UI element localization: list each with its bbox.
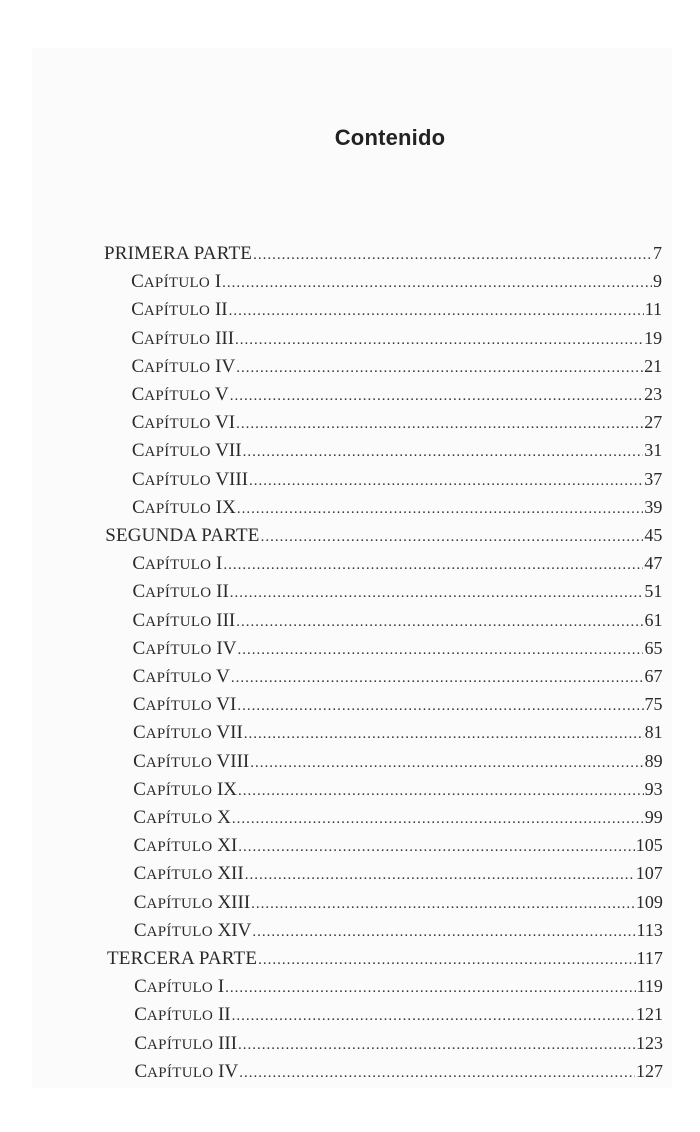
toc-chapter-entry (131, 267, 662, 295)
toc-chapter-entry (133, 775, 662, 803)
toc-chapter-entry (131, 352, 662, 380)
toc-chapter-entry (134, 888, 663, 916)
toc-page-number: 23 (644, 384, 663, 404)
toc-page-number: 51 (644, 581, 663, 602)
toc-chapter-entry (131, 295, 662, 323)
toc-page-number: 113 (636, 919, 663, 940)
toc-entry-label: CAPÍTULO V (132, 666, 230, 687)
toc-chapter-entry (132, 436, 662, 464)
dot-leader (230, 382, 643, 410)
toc-entry-label: CAPÍTULO VIII (131, 468, 249, 490)
toc-chapter-entry (132, 493, 662, 521)
toc-page-number: 119 (636, 976, 663, 997)
toc-page-number: 19 (644, 327, 663, 348)
toc-chapter-entry (132, 408, 662, 436)
dot-leader (236, 608, 643, 636)
dot-leader (251, 890, 635, 918)
toc-chapter-entry (133, 718, 663, 746)
toc-page-number: 121 (635, 1004, 663, 1025)
toc-entry-label: CAPÍTULO XIII (133, 891, 251, 913)
toc-page-number: 45 (644, 525, 663, 545)
dot-leader (232, 1002, 635, 1030)
dot-leader (236, 410, 643, 438)
toc-page-number: 105 (635, 835, 663, 856)
toc-entry-label: CAPÍTULO I (132, 553, 223, 575)
toc-part-entry (104, 239, 662, 267)
toc-chapter-entry (134, 831, 663, 859)
dot-leader (261, 523, 644, 551)
dot-leader (222, 269, 652, 297)
dot-leader (243, 438, 644, 466)
toc-page-number: 117 (636, 948, 663, 968)
dot-leader (225, 974, 635, 1002)
toc-entry-label: CAPÍTULO II (134, 1004, 231, 1026)
toc-page-number: 107 (635, 863, 663, 884)
toc-entry-label: CAPÍTULO VII (133, 722, 243, 744)
page-title: Contenido (334, 125, 446, 150)
toc-page-number: 127 (636, 1060, 664, 1081)
toc-chapter-entry (132, 380, 663, 408)
toc-entry-label: CAPÍTULO IV (132, 637, 237, 659)
dot-leader (258, 946, 635, 974)
dot-leader (237, 692, 643, 720)
toc-entry-label: CAPÍTULO XII (133, 863, 244, 885)
toc-entry-label: CAPÍTULO VI (132, 694, 237, 716)
toc-chapter-entry (134, 1057, 663, 1085)
toc-entry-label: CAPÍTULO VIII (133, 750, 250, 772)
toc-entry-label: CAPÍTULO II (132, 581, 229, 603)
toc-chapter-entry (133, 690, 663, 718)
toc-page-number: 21 (644, 355, 663, 376)
toc-part-entry (105, 521, 662, 549)
dot-leader (244, 720, 644, 748)
toc-chapter-entry (134, 1000, 663, 1028)
toc-page-number: 47 (644, 553, 663, 574)
toc-page-number: 39 (644, 496, 663, 517)
toc-entry-label: CAPÍTULO VII (131, 440, 242, 462)
toc-entry-label: CAPÍTULO I (131, 271, 222, 293)
toc-page-number: 99 (644, 807, 663, 827)
toc-page-number: 123 (636, 1032, 663, 1053)
toc-page-number: 37 (644, 468, 663, 489)
dot-leader (232, 805, 644, 833)
dot-leader (252, 918, 635, 946)
dot-leader (237, 636, 643, 664)
toc-chapter-entry (133, 662, 663, 690)
toc-page-number: 93 (644, 778, 663, 799)
toc-page-number: 109 (635, 891, 663, 912)
toc-chapter-entry (132, 465, 662, 493)
toc-chapter-entry (133, 803, 662, 831)
toc-part-entry (107, 944, 663, 972)
toc-chapter-entry (134, 972, 663, 1000)
dot-leader (231, 664, 644, 692)
toc-chapter-entry (133, 634, 663, 662)
toc-chapter-entry (134, 916, 663, 944)
toc-page-number: 11 (644, 299, 663, 320)
toc-chapter-entry (131, 324, 662, 352)
toc-entry-label: TERCERA PARTE (107, 948, 258, 969)
toc-page-number: 7 (653, 243, 662, 263)
dot-leader (245, 861, 635, 889)
dot-leader (223, 551, 643, 579)
toc-entry-label: CAPÍTULO I (134, 976, 225, 998)
toc-entry-label: CAPÍTULO V (131, 384, 229, 405)
toc-entry-label: CAPÍTULO III (132, 609, 236, 631)
dot-leader (230, 579, 644, 607)
toc-entry-label: CAPÍTULO IV (134, 1060, 239, 1082)
toc-entry-label: CAPÍTULO XI (133, 835, 238, 857)
toc-entry-label: CAPÍTULO III (134, 1032, 238, 1054)
dot-leader (238, 1031, 635, 1059)
toc-entry-label: CAPÍTULO XIV (133, 919, 252, 941)
toc-page-number: 75 (644, 694, 663, 715)
toc-page-number: 89 (644, 750, 663, 771)
toc-entry-label: CAPÍTULO IX (132, 496, 236, 518)
toc-chapter-entry (132, 577, 662, 605)
toc-page-number: 65 (644, 637, 663, 658)
toc-page-number: 81 (644, 722, 663, 743)
toc-entry-label: CAPÍTULO IV (131, 355, 236, 377)
toc-entry-label: CAPÍTULO IX (133, 778, 238, 800)
dot-leader (238, 777, 644, 805)
toc-page-number: 31 (644, 440, 663, 461)
dot-leader (250, 749, 643, 777)
toc-page-number: 9 (653, 271, 663, 292)
toc-entry-label: CAPÍTULO II (131, 299, 228, 321)
toc-page-number: 61 (644, 609, 663, 630)
toc-chapter-entry (133, 747, 662, 775)
toc-chapter-entry (133, 606, 663, 634)
toc-entry-label: PRIMERA PARTE (104, 243, 253, 264)
toc-page-number: 27 (644, 412, 663, 433)
toc-entry-label: CAPÍTULO VI (131, 412, 236, 434)
dot-leader (229, 297, 644, 325)
toc-chapter-entry (134, 1029, 663, 1057)
dot-leader (249, 467, 643, 495)
toc-page-number: 67 (644, 666, 663, 686)
dot-leader (236, 354, 643, 382)
dot-leader (237, 495, 643, 523)
dot-leader (238, 833, 634, 861)
toc-entry-label: SEGUNDA PARTE (105, 525, 260, 546)
dot-leader (253, 241, 652, 269)
dot-leader (235, 326, 643, 354)
dot-leader (239, 1059, 635, 1087)
toc-entry-label: CAPÍTULO X (133, 807, 231, 828)
toc-entry-label: CAPÍTULO III (131, 327, 235, 349)
toc-chapter-entry (134, 859, 663, 887)
toc-chapter-entry (132, 549, 662, 577)
